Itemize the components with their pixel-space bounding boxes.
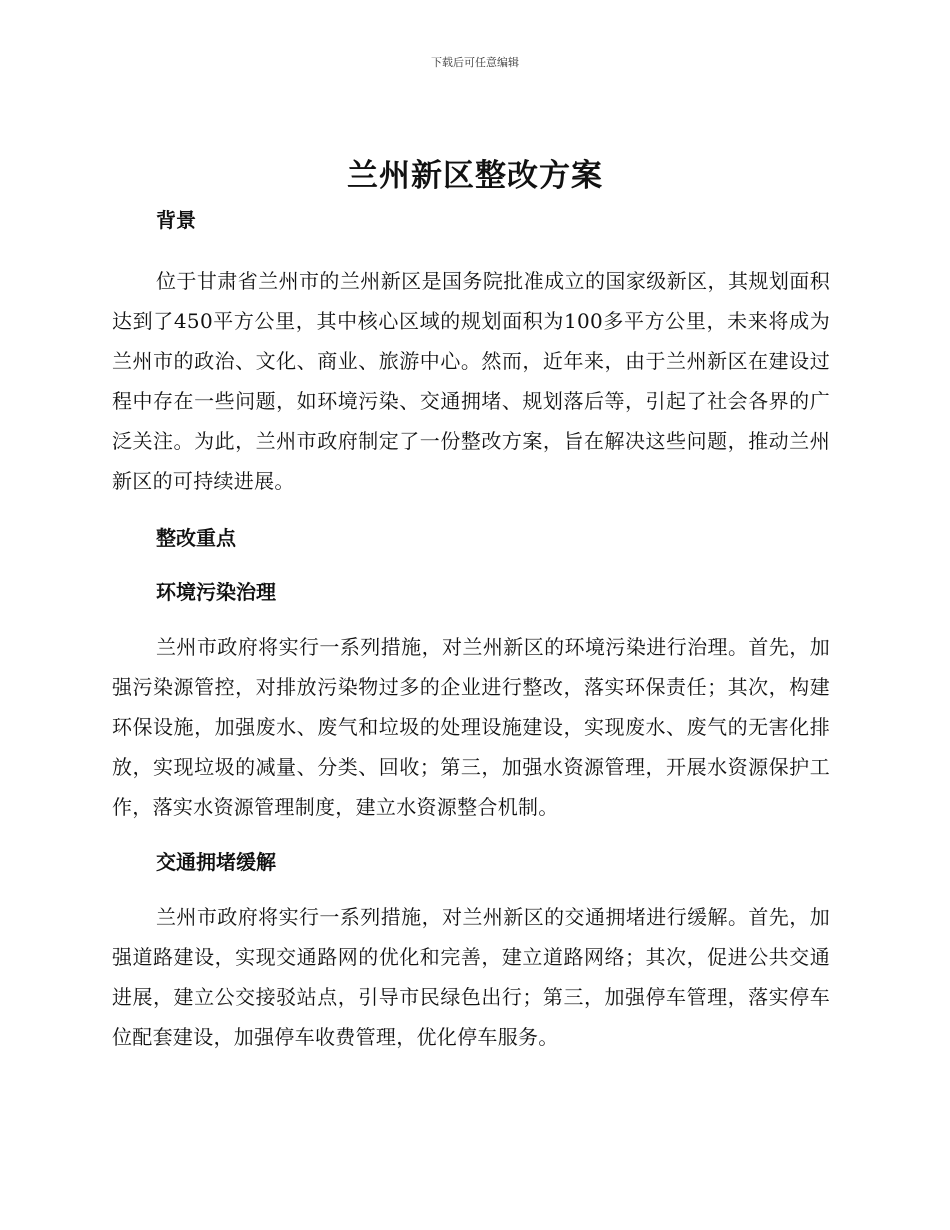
paragraph-environment: 兰州市政府将实行一系列措施，对兰州新区的环境污染进行治理。首先，加强污染源管控，对排放污染物过多的企业进行整改，落实环保责任；其次，构建环保设施，加强废水、废气和垃圾的处理设施建设，实现废水、废气的无害化排放，实现垃圾的减量、分类、回收；第三，加强水资源管理，开展水资源保护工作，落实水资源管理制度，建立水资源整合机制。 [112, 635, 830, 819]
heading-environment: 环境污染治理 [156, 580, 276, 604]
paragraph-background: 位于甘肃省兰州市的兰州新区是国务院批准成立的国家级新区，其规划面积达到了450平方公里，其中核心区域的规划面积为100多平方公里，未来将成为兰州市的政治、文化、商业、旅游中心。然而，近年来，由于兰州新区在建设过程中存在一些问题，如环境污染、交通拥堵、规划落后等，引起了社会各界的广泛关注。为此，兰州市政府制定了一份整改方案，旨在解决这些问题，推动兰州新区的可持续进展。 [112, 269, 830, 493]
heading-focus: 整改重点 [156, 526, 236, 550]
paragraph-traffic: 兰州市政府将实行一系列措施，对兰州新区的交通拥堵进行缓解。首先，加强道路建设，实现交通路网的优化和完善，建立道路网络；其次，促进公共交通进展，建立公交接驳站点，引导市民绿色出行；第三，加强停车管理，落实停车位配套建设，加强停车收费管理，优化停车服务。 [112, 905, 830, 1049]
page-header-note: 下载后可任意编辑 [431, 56, 519, 69]
heading-traffic: 交通拥堵缓解 [156, 850, 276, 874]
document-title: 兰州新区整改方案 [347, 158, 603, 194]
document-body [112, 203, 830, 1057]
heading-background: 背景 [156, 208, 196, 232]
